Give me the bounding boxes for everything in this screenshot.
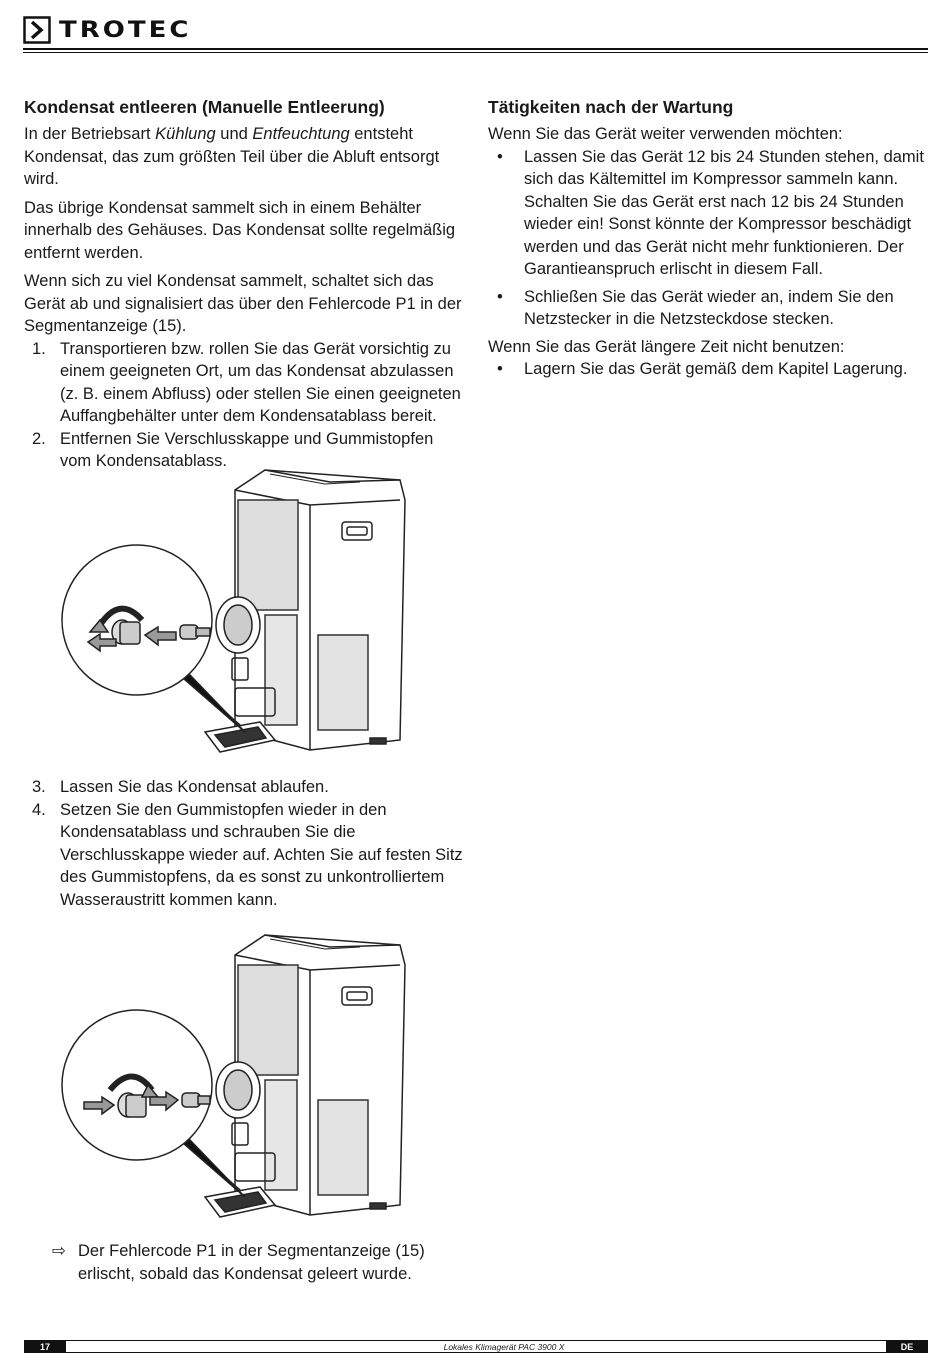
paragraph-operating-modes: In der Betriebsart Kühlung und Entfeuchtung entsteht Kondensat, das zum größten Teil über die Abluft entsorgt wird. bbox=[24, 125, 440, 188]
trotec-logo bbox=[23, 16, 191, 44]
steps-list-a bbox=[24, 338, 469, 473]
left-column bbox=[24, 96, 469, 473]
air-conditioner-illustration bbox=[60, 460, 420, 760]
brand-name: TROTEC bbox=[59, 17, 192, 43]
right-column bbox=[488, 96, 933, 386]
result-arrow-icon: ⇨ bbox=[52, 1242, 66, 1260]
step-item: 3. Lassen Sie das Kondensat ablaufen. bbox=[32, 778, 329, 796]
left-column-continued bbox=[24, 776, 469, 911]
bullet-item: • Lassen Sie das Gerät 12 bis 24 Stunden stehen, damit sich das Kältemittel im Kompressor sammeln kann. Schalten Sie das Gerät erst nach 12 bis 24 Stunden wieder ein! Sonst könnte der Kompressor beschädigt werden und das Gerät nicht mehr funktionieren. Der Garantieanspruch erlischt in diesem Fall. bbox=[497, 147, 924, 278]
step-item: 4. Setzen Sie den Gummistopfen wieder in den Kondensatablass und schrauben Sie die Verschlusskappe wieder auf. Achten Sie auf festen Sitz des Gummistopfens, da es sonst zu unkontrolliertem Wasseraustritt kommen kann. bbox=[32, 800, 463, 909]
bullet-list-continue bbox=[488, 146, 933, 331]
language-code: DE bbox=[886, 1341, 928, 1353]
paragraph-container: Das übrige Kondensat sammelt sich in einem Behälter innerhalb des Gehäuses. Das Kondensat sollte regelmäßig entfernt werden. bbox=[24, 198, 456, 262]
steps-list-b bbox=[24, 776, 469, 911]
paragraph-continue-use: Wenn Sie das Gerät weiter verwenden möchten: bbox=[488, 125, 843, 143]
page-footer bbox=[24, 1340, 928, 1353]
header-rule-thin bbox=[23, 52, 928, 53]
air-conditioner-illustration bbox=[60, 925, 420, 1225]
paragraph-storage: Wenn Sie das Gerät längere Zeit nicht benutzen: bbox=[488, 337, 845, 356]
step-item: 2. Entfernen Sie Verschlusskappe und Gummistopfen vom Kondensatablass. bbox=[32, 429, 434, 470]
result-text: Der Fehlercode P1 in der Segmentanzeige (15) erlischt, sobald das Kondensat geleert wurde. bbox=[78, 1242, 425, 1283]
section-heading-condensate: Kondensat entleeren (Manuelle Entleerung) bbox=[24, 97, 385, 117]
logo-chevron-icon bbox=[23, 16, 51, 44]
result-note bbox=[52, 1240, 472, 1285]
figure-attach-cap bbox=[60, 925, 420, 1225]
step-item: 1. Transportieren bzw. rollen Sie das Gerät vorsichtig zu einem geeigneten Ort, um das Kondensat abzulassen (z. B. einem Abfluss) oder stellen Sie einen geeigneten Auffangbehälter unter dem Kondensatablass bereit. bbox=[32, 339, 461, 425]
paragraph-error-code: Wenn sich zu viel Kondensat sammelt, schaltet sich das Gerät ab und signalisiert das über den Fehlercode P1 in der Segmentanzeige (15). bbox=[24, 272, 462, 335]
bullet-list-storage bbox=[488, 358, 933, 381]
header-rule bbox=[23, 48, 928, 50]
section-heading-after-maintenance: Tätigkeiten nach der Wartung bbox=[488, 97, 734, 117]
page-header bbox=[23, 16, 928, 52]
figure-remove-cap bbox=[60, 460, 420, 760]
document-title: Lokales Klimagerät PAC 3900 X bbox=[443, 1342, 565, 1352]
bullet-item: • Lagern Sie das Gerät gemäß dem Kapitel Lagerung. bbox=[497, 360, 908, 378]
page-number: 17 bbox=[24, 1341, 66, 1353]
bullet-item: • Schließen Sie das Gerät wieder an, indem Sie den Netzstecker in die Netzsteckdose stecken. bbox=[497, 287, 894, 328]
